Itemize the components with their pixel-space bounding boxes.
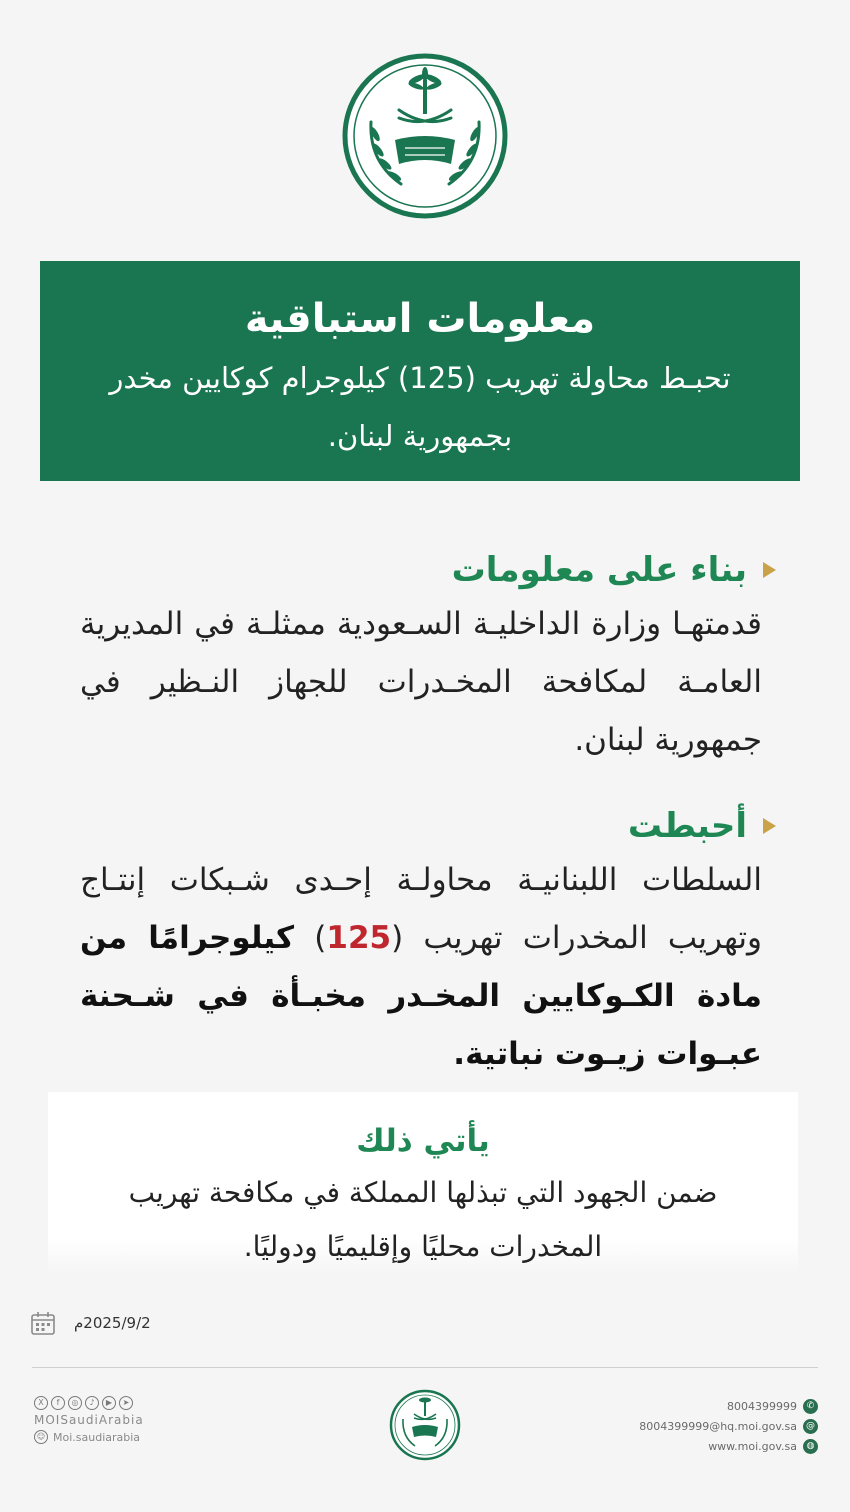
headline-banner <box>40 261 800 481</box>
bullet-triangle-icon <box>763 818 776 834</box>
note-title: يأتي ذلك <box>356 1123 490 1159</box>
section-2-text <box>80 851 762 1083</box>
phone-number[interactable]: 8004399999 <box>727 1399 797 1413</box>
tiktok-icon[interactable]: ♪ <box>85 1396 99 1410</box>
note-body: ضمن الجهود التي تبذلها المملكة في مكافحة تهريب المخدرات محليًا وإقليميًا ودوليًا. <box>128 1176 718 1263</box>
publish-date <box>30 1310 151 1336</box>
snapchat-icon[interactable]: ☺ <box>34 1430 48 1444</box>
social-handle[interactable]: MOISaudiArabia <box>34 1413 144 1427</box>
contact-info <box>639 1396 818 1456</box>
email-address[interactable]: 8004399999@hq.moi.gov.sa <box>639 1419 797 1433</box>
section-2-text-plain: السلطات اللبنانيـة محاولـة إحـدى شـبكات إنتـاج وتهريب المخدرات تهريب <box>80 862 762 956</box>
phone-icon: ✆ <box>803 1399 818 1414</box>
section-2-text-bold: كيلوجرامًا من مادة الكـوكايين المخـدر مخبـأة في شـحنة عبـوات زيـوت نباتية. <box>80 920 762 1072</box>
section-information <box>80 545 770 769</box>
date-text: 2025/9/2م <box>74 1314 151 1332</box>
ministry-emblem-logo <box>341 52 509 220</box>
banner-subtitle: تحبـط محاولة تهريب (125) كيلوجرام كوكايين مخدر بجمهورية لبنان. <box>109 361 731 453</box>
social-links <box>34 1396 144 1444</box>
x-icon[interactable]: X <box>34 1396 48 1410</box>
calendar-icon <box>30 1310 56 1336</box>
section-foiled <box>80 801 770 1083</box>
footer-divider <box>32 1367 818 1368</box>
section-1-heading <box>80 545 776 595</box>
instagram-icon[interactable]: ◎ <box>68 1396 82 1410</box>
banner-title: معلومات استباقية <box>244 296 596 342</box>
website-link[interactable]: www.moi.gov.sa <box>708 1439 797 1453</box>
section-1-heading-text: بناء على معلومات <box>451 550 747 590</box>
paren-close: ) <box>294 920 327 956</box>
paren-open: ( <box>391 920 424 956</box>
section-2-heading <box>80 801 776 851</box>
bullet-triangle-icon <box>763 562 776 578</box>
telegram-icon[interactable]: ➤ <box>119 1396 133 1410</box>
facebook-icon[interactable]: f <box>51 1396 65 1410</box>
globe-icon: ◍ <box>803 1439 818 1454</box>
section-1-text: قدمتهـا وزارة الداخليـة السـعودية ممثلـة في المديرية العامـة لمكافحة المخـدرات للجهاز النـظير في جمهورية لبنان. <box>80 606 762 758</box>
email-icon: @ <box>803 1419 818 1434</box>
footer-emblem-logo <box>389 1389 461 1461</box>
snapchat-handle[interactable]: Moi.saudiarabia <box>53 1430 141 1444</box>
youtube-icon[interactable]: ▶ <box>102 1396 116 1410</box>
context-note <box>48 1092 798 1274</box>
section-2-heading-text: أحبطت <box>627 806 747 846</box>
highlight-number: 125 <box>326 920 392 956</box>
